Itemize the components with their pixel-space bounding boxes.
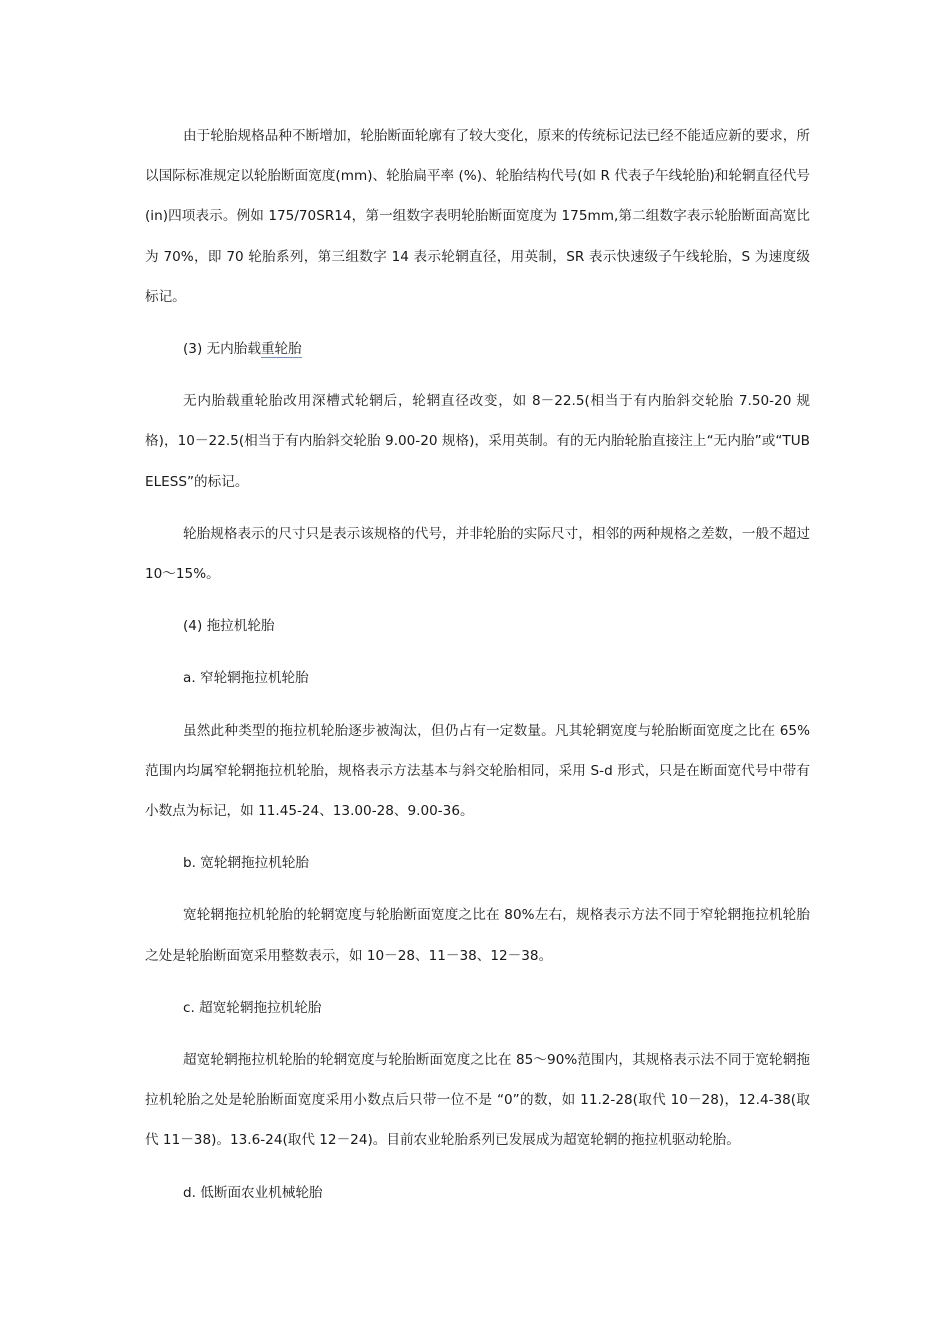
heading-tubeless-prefix: (3) 无内胎载 bbox=[183, 341, 261, 358]
paragraph-super-wide-rim: 超宽轮辋拖拉机轮胎的轮辋宽度与轮胎断面宽度之比在 85～90%范围内，其规格表示法不同于宽轮辋拖拉机轮胎之处是轮胎断面宽度采用小数点后只带一位不是 “0”的数，如 11.2-28(取代 10－28)，12.4-38(取代 11－38)。13.6-24(取代 12－24)。目前农业轮胎系列已发展成为超宽轮辋的拖拉机驱动轮胎。 bbox=[145, 1052, 810, 1149]
paragraph-tubeless-rim: 无内胎载重轮胎改用深槽式轮辋后，轮辋直径改变，如 8－22.5(相当于有内胎斜交轮胎 7.50-20 规格)，10－22.5(相当于有内胎斜交轮胎 9.00-20 规格)，采用英制。有的无内胎轮胎直接注上“无内胎”或“TUBELESS”的标记。 bbox=[145, 393, 810, 490]
heading-tubeless-underlined[interactable]: 重轮胎 bbox=[260, 341, 302, 358]
paragraph-tire-standard-marking: 由于轮胎规格品种不断增加，轮胎断面轮廓有了较大变化，原来的传统标记法已经不能适应新的要求，所以国际标准规定以轮胎断面宽度(mm)、轮胎扁平率 (%)、轮胎结构代号(如 R 代表子午线轮胎)和轮辋直径代号(in)四项表示。例如 175/70SR14，第一组数字表明轮胎断面宽度为 175mm,第二组数字表示轮胎断面高宽比为 70%，即 70 轮胎系列，第三组数字 14 表示轮辋直径，用英制，SR 表示快速级子午线轮胎，S 为速度级标记。 bbox=[145, 128, 810, 305]
paragraph-size-difference: 轮胎规格表示的尺寸只是表示该规格的代号，并非轮胎的实际尺寸，相邻的两种规格之差数，一般不超过 10～15%。 bbox=[145, 525, 810, 583]
heading-tractor-tire: (4) 拖拉机轮胎 bbox=[183, 618, 275, 635]
heading-wide-rim: b. 宽轮辋拖拉机轮胎 bbox=[183, 855, 310, 872]
heading-narrow-rim: a. 窄轮辋拖拉机轮胎 bbox=[183, 670, 309, 687]
heading-super-wide-rim: c. 超宽轮辋拖拉机轮胎 bbox=[183, 999, 322, 1016]
heading-low-profile-agri: d. 低断面农业机械轮胎 bbox=[183, 1184, 323, 1201]
document-body bbox=[145, 116, 810, 1213]
paragraph-wide-rim: 宽轮辋拖拉机轮胎的轮辋宽度与轮胎断面宽度之比在 80%左右，规格表示方法不同于窄轮辋拖拉机轮胎之处是轮胎断面宽采用整数表示，如 10－28、11－38、12－38。 bbox=[145, 907, 810, 964]
paragraph-narrow-rim: 虽然此种类型的拖拉机轮胎逐步被淘汰，但仍占有一定数量。凡其轮辋宽度与轮胎断面宽度之比在 65%范围内均属窄轮辋拖拉机轮胎，规格表示方法基本与斜交轮胎相同，采用 S-d 形式，只是在断面宽代号中带有小数点为标记，如 11.45-24、13.00-28、9.00-36。 bbox=[145, 722, 810, 820]
heading-tubeless-truck-tire bbox=[145, 329, 810, 369]
